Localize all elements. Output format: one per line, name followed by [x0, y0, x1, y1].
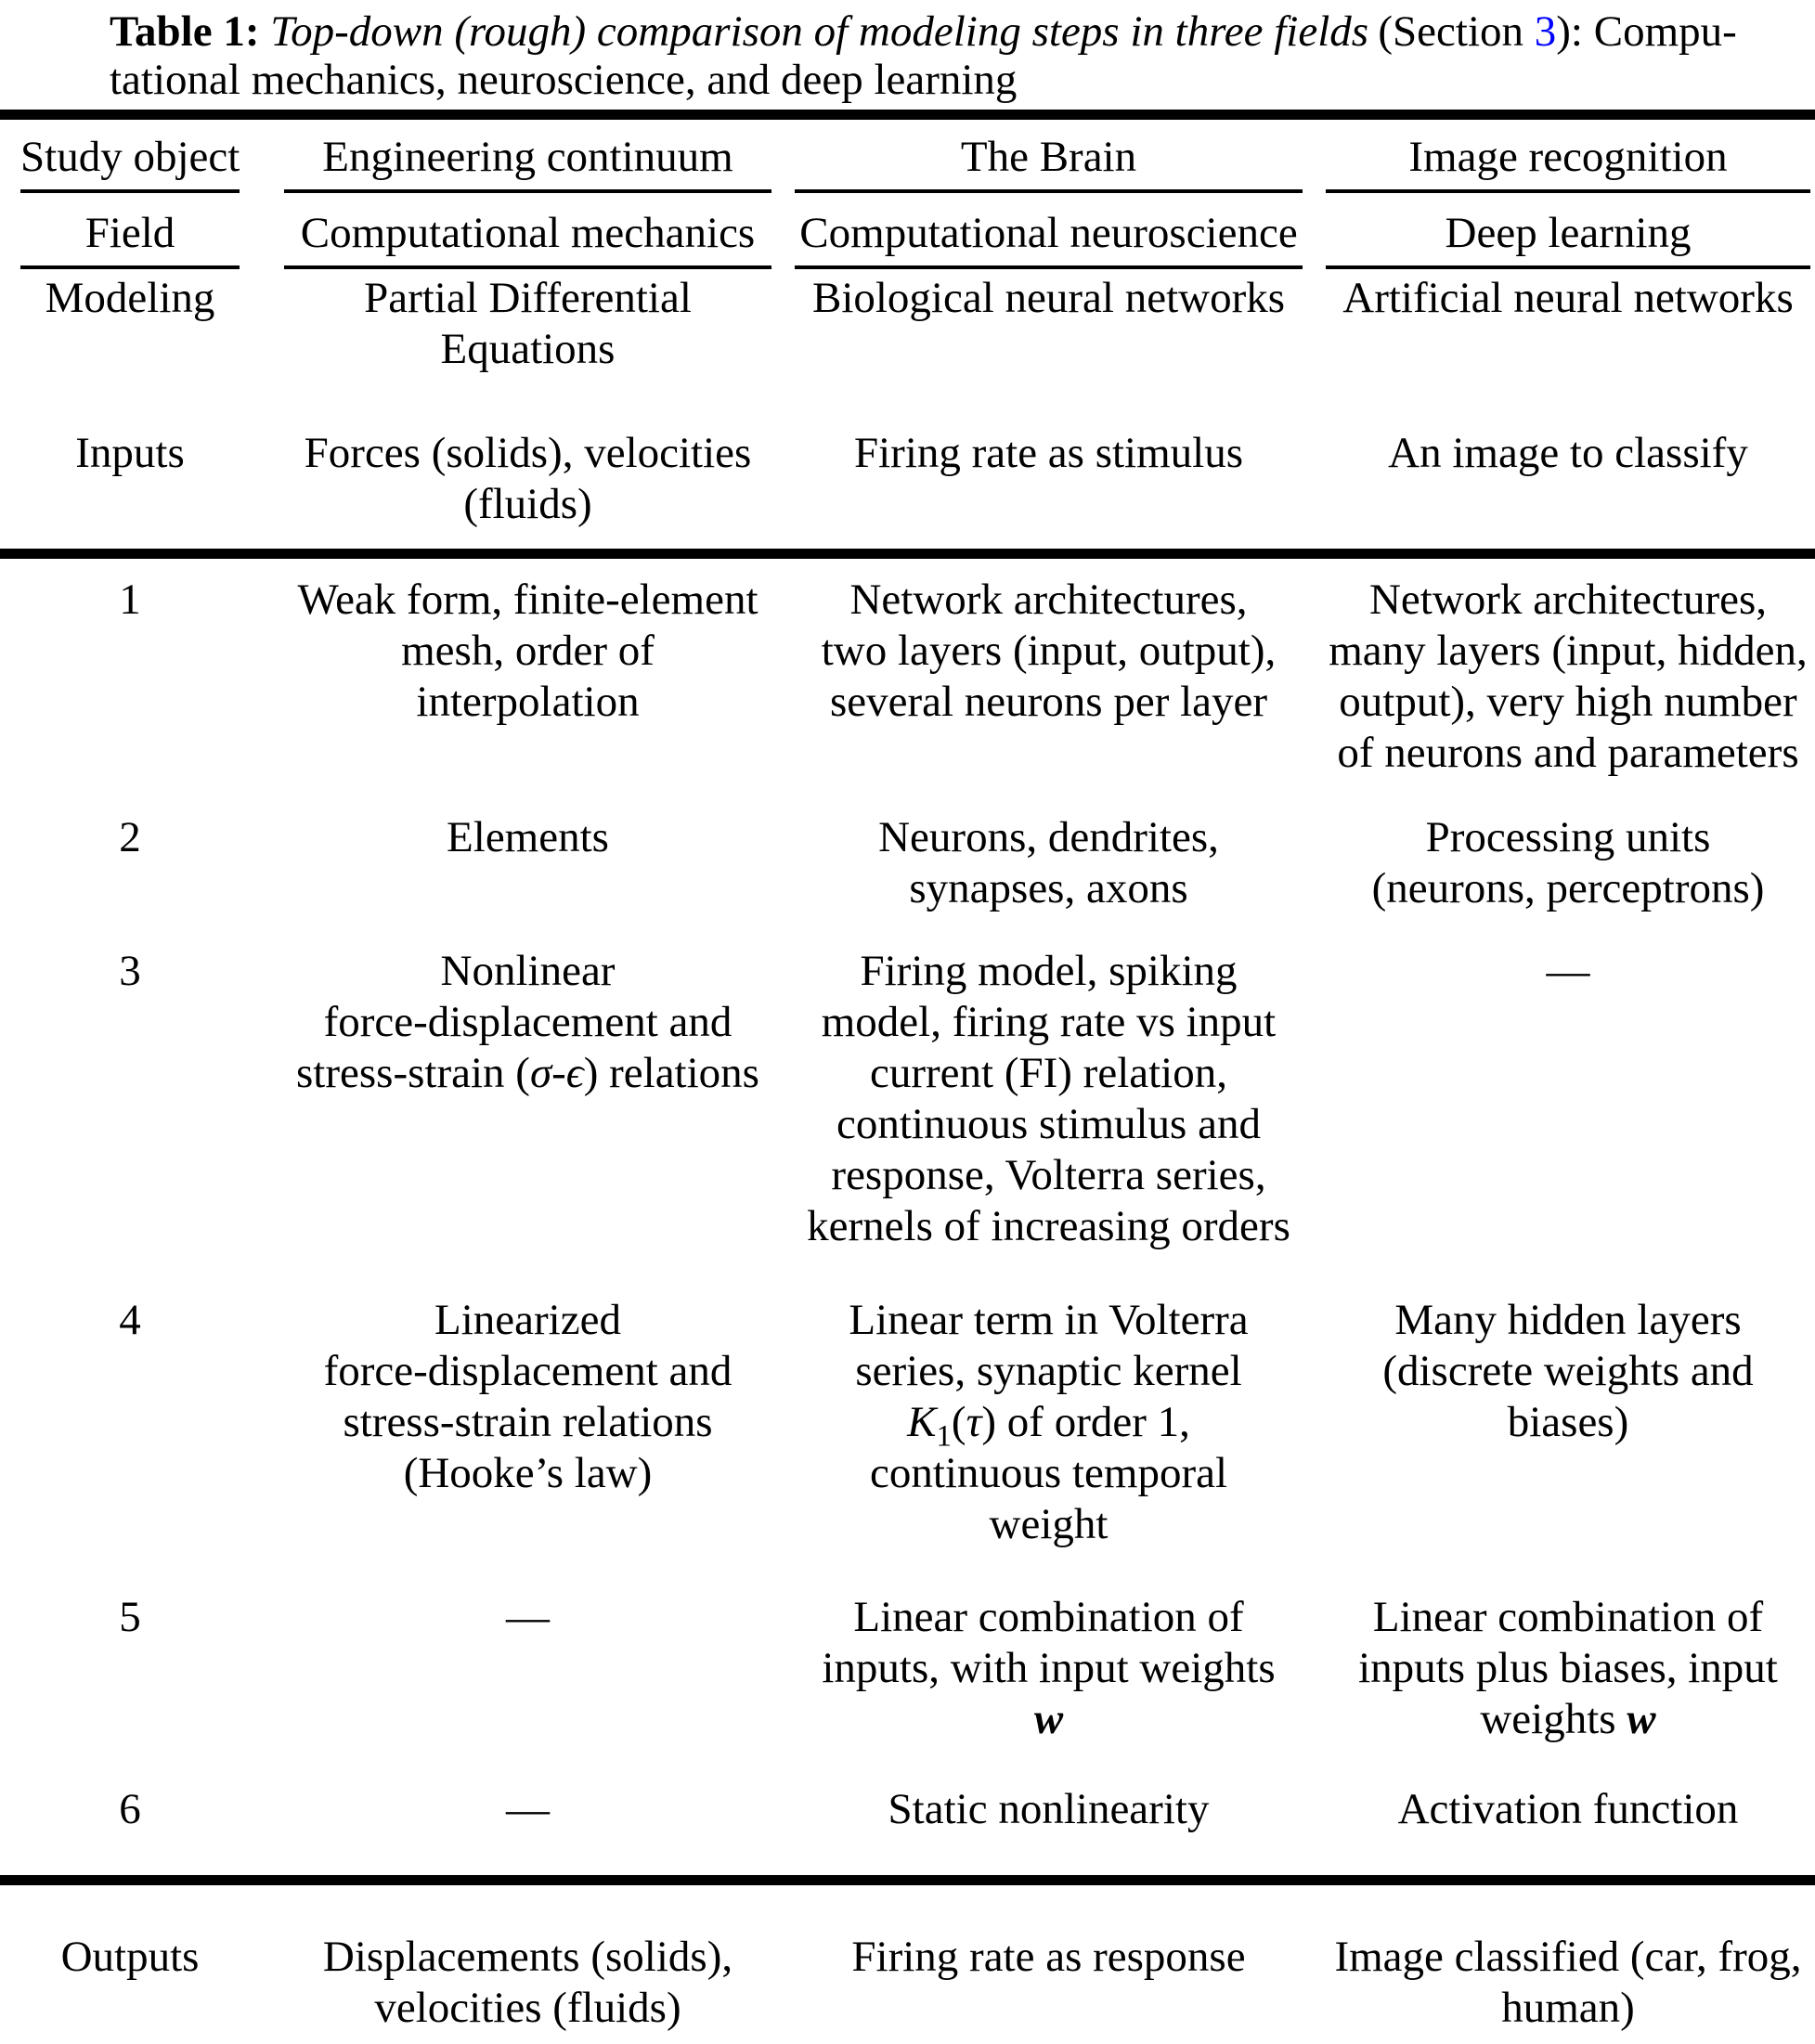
- table-row-step-1: [0, 575, 1815, 779]
- caption-pre-link: (Section: [1378, 7, 1524, 56]
- cell-step1-deep-learning: [1326, 575, 1810, 779]
- text-line: Linear term in Volterra: [849, 1296, 1249, 1344]
- math-pre: stress-strain (: [296, 1049, 530, 1097]
- cell-step2-deep-learning: [1326, 812, 1810, 914]
- text-line: Image classified (car, frog,: [1334, 1933, 1802, 1981]
- cell-step6-deep-learning: [1326, 1784, 1810, 1835]
- table-row-step-4: [0, 1295, 1815, 1550]
- text-line: Static nonlinearity: [888, 1785, 1210, 1833]
- text-line: weight: [989, 1500, 1108, 1548]
- text-line: Firing rate as response: [851, 1933, 1246, 1981]
- text-line: force-displacement and: [323, 998, 732, 1046]
- cell-step3-deep-learning: [1326, 946, 1810, 997]
- text-line: response, Volterra series,: [831, 1151, 1266, 1199]
- cell-outputs-mechanics: [284, 1932, 771, 2034]
- epsilon-symbol: ϵ: [565, 1049, 584, 1097]
- header-computational-neuroscience: [795, 208, 1303, 269]
- subscript-1: 1: [936, 1419, 952, 1454]
- text-line: Displacements (solids),: [322, 1933, 733, 1981]
- text-line: Elements: [447, 813, 609, 861]
- cell-inputs-deep-learning: [1326, 428, 1810, 479]
- header-field: [20, 208, 240, 269]
- text-line: The Brain: [960, 133, 1137, 181]
- header-computational-mechanics: [284, 208, 771, 269]
- kernel-math-line: [795, 1397, 1303, 1454]
- text-line: Weak form, finite-element: [297, 576, 758, 624]
- caption-line-2: tational mechanics, neuroscience, and deep learning: [110, 56, 1018, 104]
- text-line: inputs, with input weights: [822, 1644, 1276, 1692]
- cell-step3-mechanics: [284, 946, 771, 1099]
- text-line: Study object: [20, 133, 240, 181]
- cell-step1-neuroscience: [795, 575, 1303, 728]
- text-line: 5: [119, 1593, 141, 1641]
- tau-symbol: τ: [966, 1398, 982, 1446]
- cell-step5-mechanics: [284, 1592, 771, 1643]
- text-line: synapses, axons: [909, 864, 1188, 912]
- row-label-outputs: [20, 1932, 240, 1983]
- bold-w-symbol: w: [1033, 1695, 1064, 1743]
- math-pre: weights: [1480, 1695, 1627, 1743]
- cell-step4-mechanics: [284, 1295, 771, 1499]
- math-close: ) of order 1,: [981, 1398, 1190, 1446]
- em-dash: —: [1546, 947, 1590, 995]
- table-row-step-2: [0, 812, 1815, 914]
- text-line: (fluids): [463, 480, 592, 528]
- table-row-step-6: [0, 1784, 1815, 1835]
- text-line: Linear combination of: [853, 1593, 1244, 1641]
- text-line: continuous temporal: [869, 1449, 1228, 1497]
- text-line: Modeling: [45, 274, 215, 322]
- text-line: force-displacement and: [323, 1347, 732, 1395]
- cell-modeling-mechanics: [284, 273, 771, 375]
- bottom-rule: [0, 1875, 1815, 1885]
- cell-step4-neuroscience: [795, 1295, 1303, 1550]
- text-line: mesh, order of: [401, 627, 655, 675]
- weights-math-line: [1326, 1694, 1810, 1745]
- bold-w-symbol: w: [1627, 1695, 1656, 1743]
- cell-inputs-neuroscience: [795, 428, 1303, 479]
- weights-math-line: [795, 1694, 1303, 1745]
- header-engineering-continuum: [284, 132, 771, 193]
- text-line: stress-strain relations: [343, 1398, 713, 1446]
- header-row-study-object: [0, 132, 1815, 193]
- text-line: 4: [119, 1296, 141, 1344]
- text-line: Inputs: [75, 429, 185, 477]
- text-line: Firing rate as stimulus: [853, 429, 1244, 477]
- header-the-brain: [795, 132, 1303, 193]
- text-line: Engineering continuum: [322, 133, 733, 181]
- text-line: (discrete weights and: [1382, 1347, 1754, 1395]
- caption-post-link: ): Compu-: [1556, 7, 1737, 56]
- text-line: series, synaptic kernel: [855, 1347, 1242, 1395]
- table-row-modeling: [0, 273, 1815, 375]
- top-rule: [0, 110, 1815, 120]
- text-line: Equations: [440, 325, 616, 373]
- row-label-inputs: [20, 428, 240, 479]
- step-number: [20, 1784, 240, 1835]
- caption-label: Table 1:: [110, 7, 260, 56]
- step-number: [20, 575, 240, 626]
- text-line: of neurons and parameters: [1337, 729, 1799, 777]
- cell-step4-deep-learning: [1326, 1295, 1810, 1448]
- text-line: two layers (input, output),: [821, 627, 1277, 675]
- text-line: 2: [119, 813, 141, 861]
- text-line: An image to classify: [1388, 429, 1748, 477]
- caption-italic-title: Top-down (rough) comparison of modeling steps in three fields: [270, 7, 1369, 56]
- text-line: Network architectures,: [849, 576, 1248, 624]
- table-row-inputs: [0, 428, 1815, 530]
- text-line: interpolation: [416, 678, 640, 726]
- em-dash: —: [506, 1593, 550, 1641]
- text-line: 1: [119, 576, 141, 624]
- em-dash: —: [506, 1785, 550, 1833]
- text-line: continuous stimulus and: [836, 1100, 1261, 1148]
- mid-rule: [0, 549, 1815, 559]
- header-row-field: [0, 208, 1815, 269]
- math-open-paren: (: [951, 1398, 966, 1446]
- cell-step6-neuroscience: [795, 1784, 1303, 1835]
- header-study-object: [20, 132, 240, 193]
- script-k-symbol: K: [907, 1398, 937, 1446]
- step-number: [20, 1295, 240, 1346]
- text-line: Partial Differential: [364, 274, 692, 322]
- section-link[interactable]: 3: [1534, 7, 1557, 56]
- text-line: 3: [119, 947, 141, 995]
- math-dash: -: [551, 1049, 566, 1097]
- text-line: Deep learning: [1445, 209, 1692, 257]
- cell-modeling-deep-learning: [1326, 273, 1810, 324]
- cell-step2-neuroscience: [795, 812, 1303, 914]
- cell-step6-mechanics: [284, 1784, 771, 1835]
- caption-line-1: [110, 7, 1737, 56]
- step-number: [20, 812, 240, 863]
- text-line: Neurons, dendrites,: [878, 813, 1219, 861]
- cell-modeling-neuroscience: [795, 273, 1303, 324]
- text-line: Image recognition: [1408, 133, 1728, 181]
- text-line: Artificial neural networks: [1342, 274, 1794, 322]
- text-line: biases): [1507, 1398, 1629, 1446]
- sigma-symbol: σ: [529, 1049, 552, 1097]
- step-number: [20, 946, 240, 997]
- text-line: 6: [119, 1785, 141, 1833]
- text-line: Computational neuroscience: [799, 209, 1298, 257]
- cell-inputs-mechanics: [284, 428, 771, 530]
- text-line: velocities (fluids): [374, 1984, 681, 2032]
- cell-step2-mechanics: [284, 812, 771, 863]
- stress-strain-math-line: [284, 1048, 771, 1099]
- table-row-step-5: [0, 1592, 1815, 1745]
- text-line: Network architectures,: [1368, 576, 1768, 624]
- text-line: human): [1501, 1984, 1635, 2032]
- text-line: Linearized: [434, 1296, 621, 1344]
- text-line: Field: [84, 209, 175, 257]
- text-line: Linear combination of: [1372, 1593, 1764, 1641]
- text-line: (neurons, perceptrons): [1371, 864, 1765, 912]
- text-line: Activation function: [1397, 1785, 1739, 1833]
- table-row-outputs: [0, 1932, 1815, 2034]
- cell-outputs-deep-learning: [1326, 1932, 1810, 2034]
- text-line: inputs plus biases, input: [1358, 1644, 1778, 1692]
- step-number: [20, 1592, 240, 1643]
- text-line: Outputs: [60, 1933, 200, 1981]
- text-line: Firing model, spiking: [860, 947, 1238, 995]
- cell-step3-neuroscience: [795, 946, 1303, 1252]
- text-line: Nonlinear: [440, 947, 616, 995]
- text-line: many layers (input, hidden,: [1329, 627, 1808, 675]
- text-line: Computational mechanics: [300, 209, 756, 257]
- math-post: ) relations: [583, 1049, 759, 1097]
- text-line: kernels of increasing orders: [807, 1202, 1290, 1250]
- table-caption: [110, 7, 1737, 104]
- cell-step1-mechanics: [284, 575, 771, 728]
- header-deep-learning: [1326, 208, 1810, 269]
- text-line: (Hooke’s law): [403, 1449, 653, 1497]
- row-label-modeling: [20, 273, 240, 324]
- text-line: several neurons per layer: [829, 678, 1268, 726]
- text-line: Forces (solids), velocities: [304, 429, 752, 477]
- cell-step5-deep-learning: [1326, 1592, 1810, 1745]
- text-line: current (FI) relation,: [870, 1049, 1227, 1097]
- text-line: output), very high number: [1339, 678, 1797, 726]
- text-line: Processing units: [1425, 813, 1711, 861]
- header-image-recognition: [1326, 132, 1810, 193]
- text-line: Many hidden layers: [1394, 1296, 1742, 1344]
- table-row-step-3: [0, 946, 1815, 1252]
- cell-step5-neuroscience: [795, 1592, 1303, 1745]
- cell-outputs-neuroscience: [795, 1932, 1303, 1983]
- text-line: Biological neural networks: [811, 274, 1286, 322]
- text-line: model, firing rate vs input: [821, 998, 1277, 1046]
